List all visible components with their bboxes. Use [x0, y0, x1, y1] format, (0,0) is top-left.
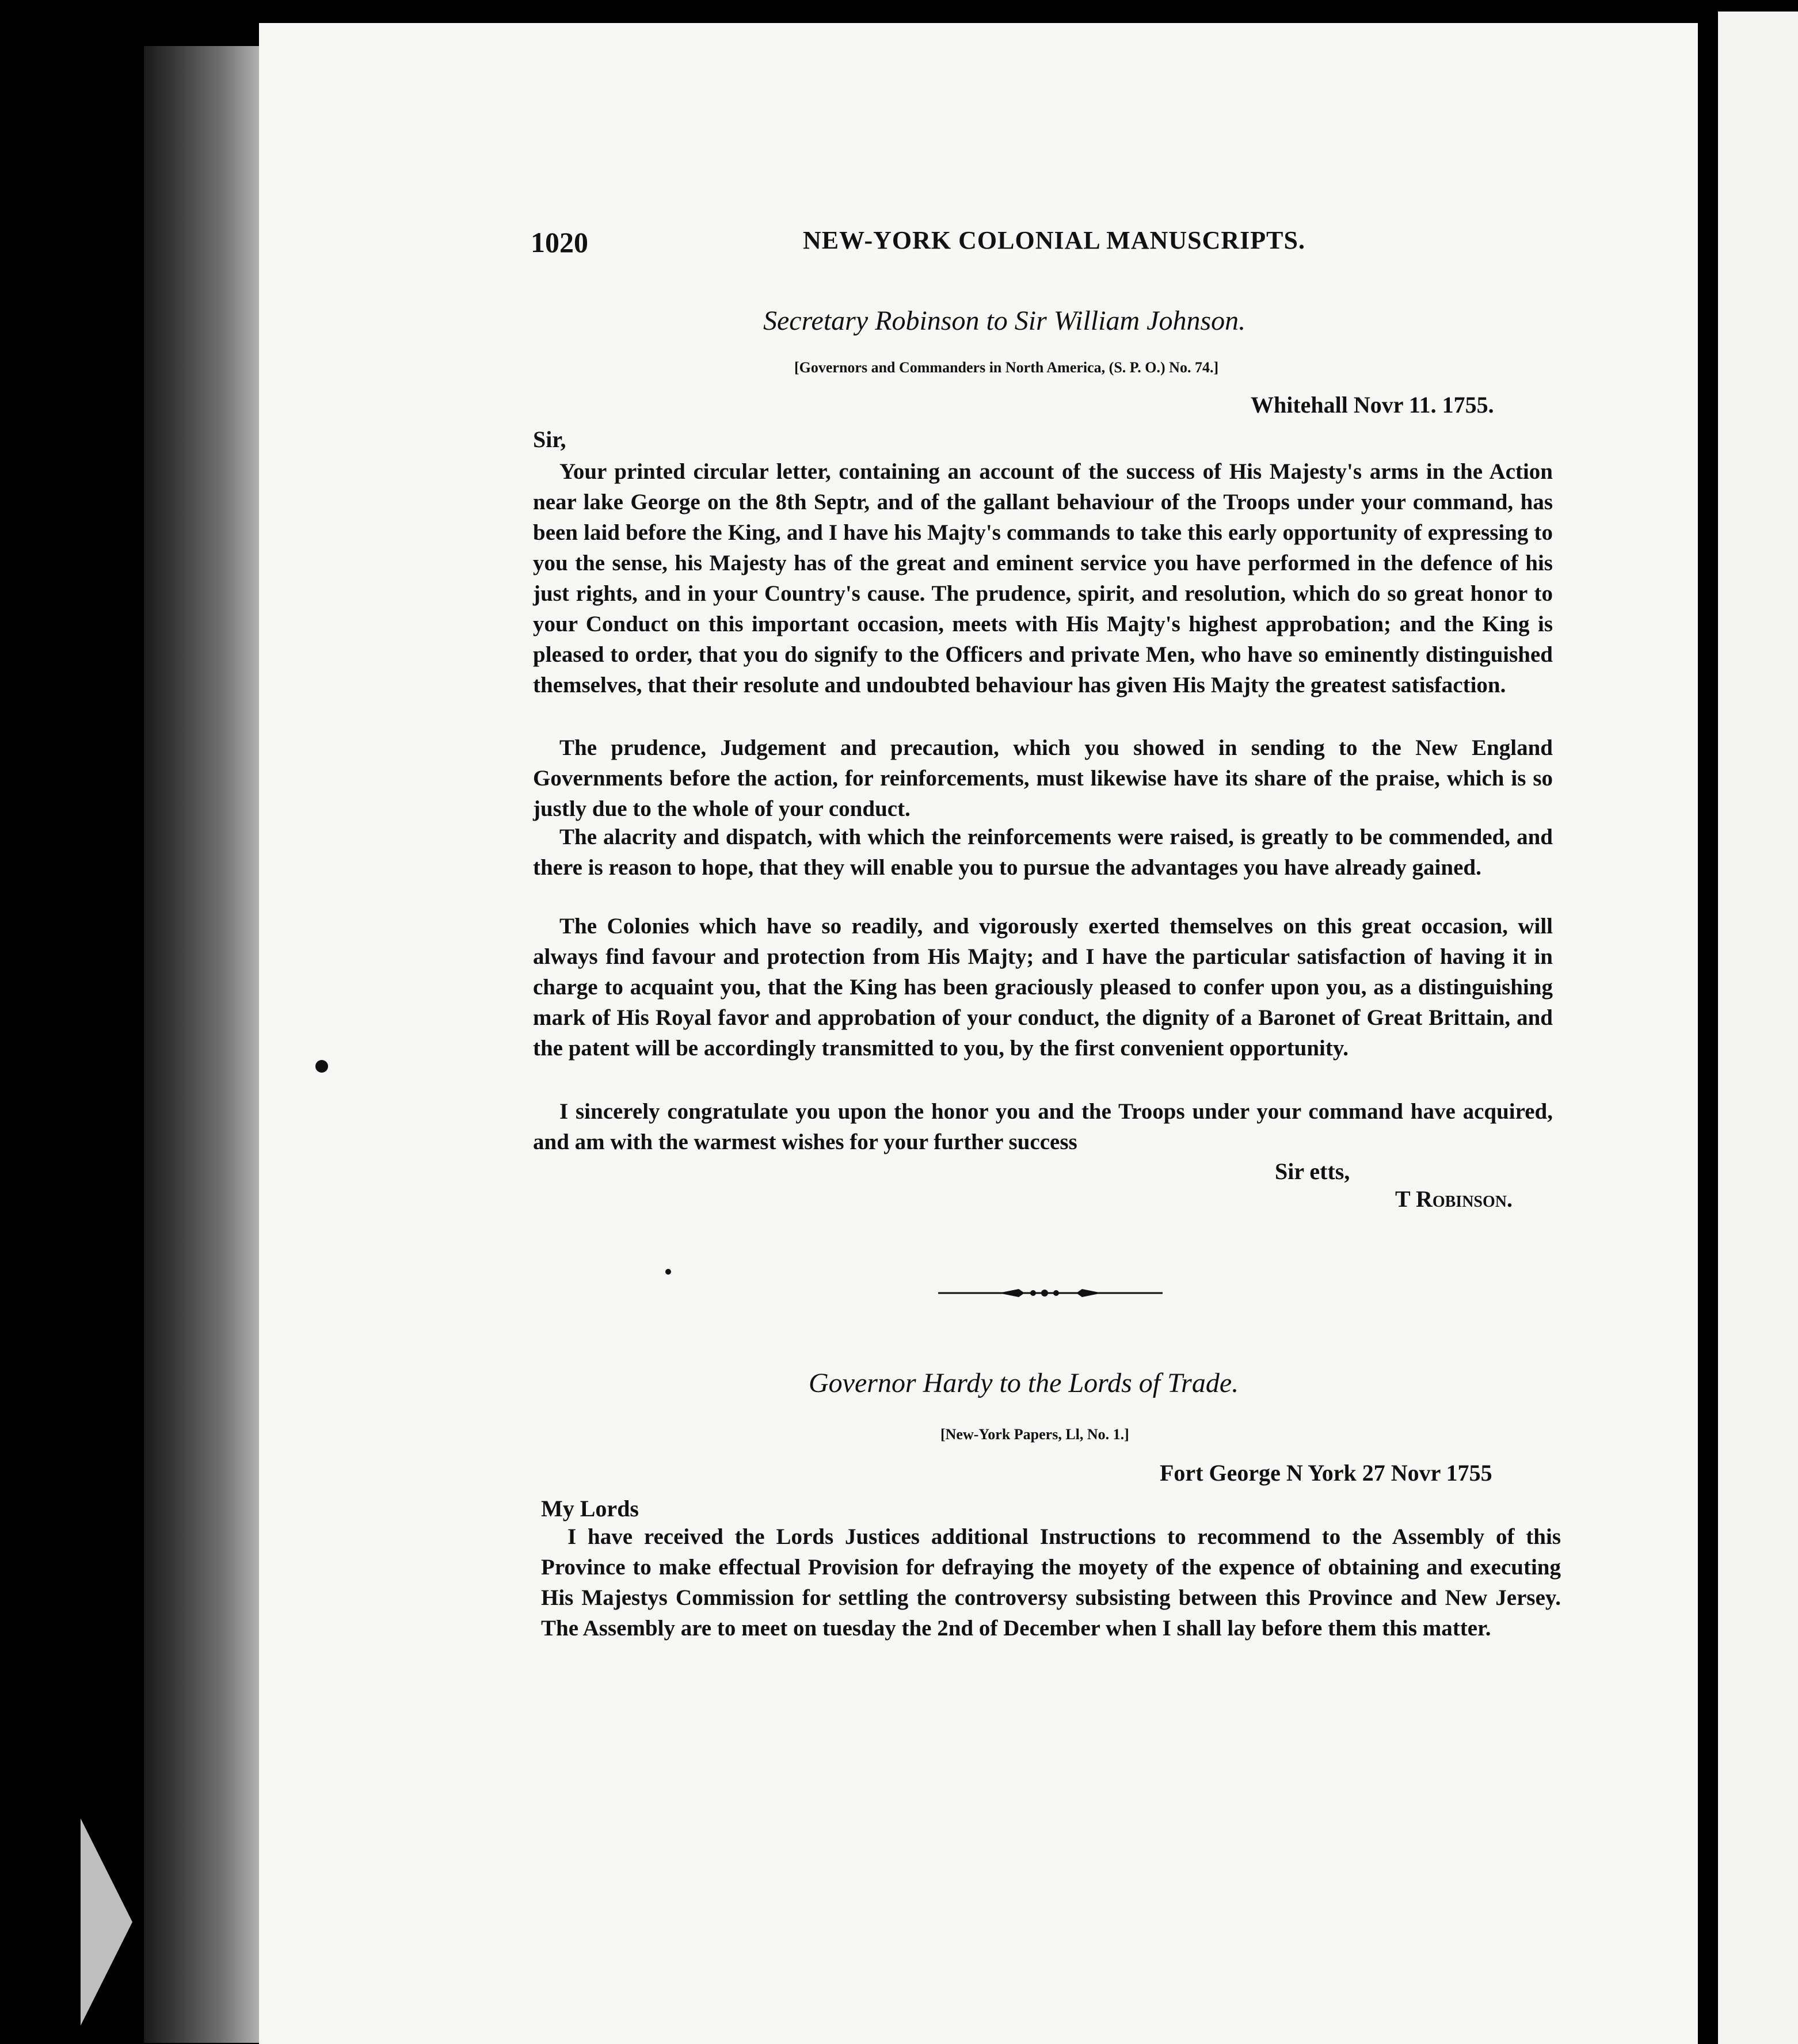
letter2-source: [New-York Papers, Ll, No. 1.] — [940, 1426, 1129, 1443]
letter1-paragraph: I sincerely congratulate you upon the honor you and the Troops under your command have acquired, and am with the warmest wishes for your further success — [533, 1099, 1553, 1154]
letter1-paragraph: Your printed circular letter, containing an account of the success of His Majesty's arms in the Action near lake George on the 8th Septr, and of the gallant behaviour of the Troops under your command, has been laid before the King, and I have his Majty's commands to take this early opportunity of expressing to you the sense, his Majesty has of the great and eminent service you have performed in the defence of his just rights, and in your Country's cause. The prudence, spirit, and resolution, which do so great honor to your Conduct on this important occasion, meets with His Majty's highest approbation; and the King is pleased to order, that you do signify to the Officers and private Men, who have so eminently distinguished themselves, that their resolute and undoubted behaviour has given His Majty the greatest satisfaction. — [533, 459, 1553, 697]
letter1-title: Secretary Robinson to Sir William Johnson. — [763, 306, 1246, 336]
letter1-signature: T Robinson. — [1395, 1186, 1513, 1212]
letter1-salutation: Sir, — [533, 426, 566, 452]
letter2-paragraph: I have received the Lords Justices additional Instructions to recommend to the Assembly of this Province to make effectual Provision for defraying the moyety of the expence of obtaining and executing His Majestys Commission for settling the controversy subsisting between this Province and New Jersey. The Assembly are to meet on tuesday the 2nd of December when I shall lay before them this matter. — [541, 1524, 1561, 1641]
letter1-paragraph: The alacrity and dispatch, with which the reinforcements were raised, is greatly to be commended, and there is reason to hope, that they will enable you to pursue the advantages you have already gained. — [533, 825, 1553, 880]
running-title: NEW-YORK COLONIAL MANUSCRIPTS. — [803, 226, 1306, 254]
letter1-paragraph: The prudence, Judgement and precaution, which you showed in sending to the New England Governments before the action, for reinforcements, must likewise have its share of the praise, which is so justly due to the whole of your conduct. — [533, 735, 1553, 821]
ink-speck — [315, 1060, 328, 1073]
page-corner-fold — [81, 1818, 132, 2026]
ink-speck — [665, 1269, 671, 1275]
adjacent-page-strip — [1718, 12, 1798, 2044]
letter2-salutation: My Lords — [541, 1496, 639, 1521]
letter1-closing: Sir etts, — [1275, 1158, 1350, 1184]
page-number: 1020 — [531, 226, 588, 258]
letter1-source: [Governors and Commanders in North America, (S. P. O.) No. 74.] — [794, 359, 1219, 376]
letter1-dateline: Whitehall Novr 11. 1755. — [1251, 392, 1494, 418]
letter1-paragraph: The Colonies which have so readily, and vigorously exerted themselves on this great occasion, will always find favour and protection from His Majty; and I have the particular satisfaction of having it in charge to acquaint you, that the King has been graciously pleased to confer upon you, as a distinguishing mark of His Royal favor and approbation of your conduct, the dignity of a Baronet of Great Brittain, and the patent will be accordingly transmitted to you, by the first convenient opportunity. — [533, 914, 1553, 1061]
ornamental-divider — [938, 1284, 1163, 1302]
letter2-title: Governor Hardy to the Lords of Trade. — [809, 1368, 1239, 1398]
letter2-dateline: Fort George N York 27 Novr 1755 — [1160, 1460, 1492, 1486]
